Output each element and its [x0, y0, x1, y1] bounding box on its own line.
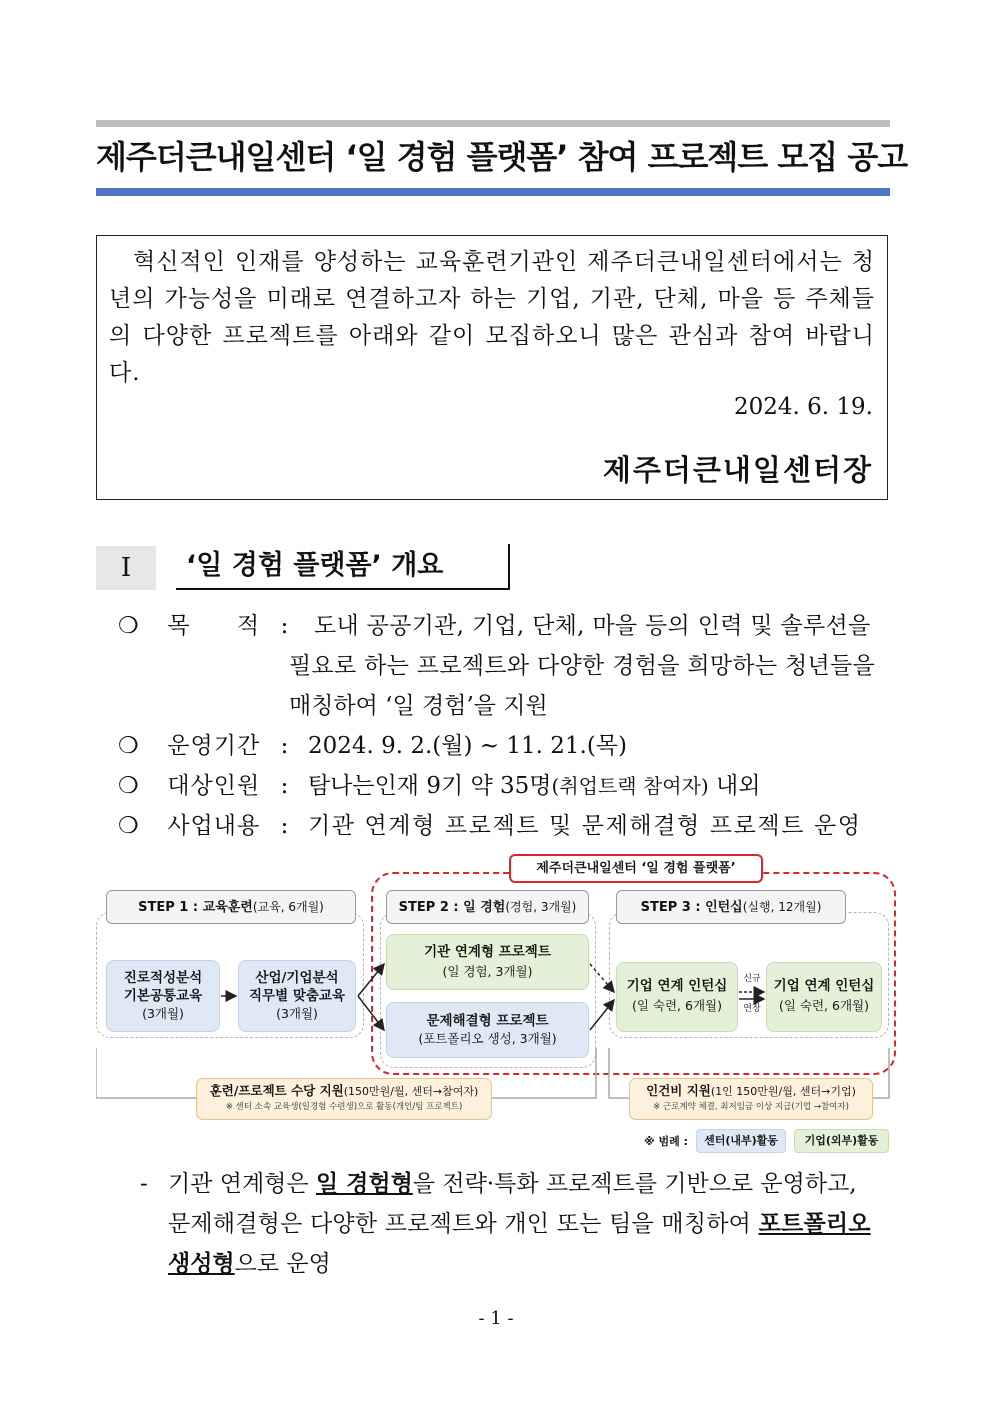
arrow-label-new: 신규 [743, 974, 761, 984]
notice-body: 혁신적인 인재를 양성하는 교육훈련기관인 제주더큰내일센터에서는 청년의 가능성을 미래로 연결하고자 하는 기업, 기관, 단체, 마을 등 주체들의 다양한 프로젝트를 아래와 같이 모집하오니 많은 관심과 참여 바랍니다. [109, 249, 875, 386]
desc-line1: - 기관 연계형은 일 경험형을 전략·특화 프로젝트를 기반으로 운영하고, [140, 1164, 857, 1204]
step1-head: STEP 1 : 교육훈련(교육, 6개월) [106, 890, 356, 924]
item-purpose-line2: 필요로 하는 프로젝트와 다양한 경험을 희망하는 청년들을 [289, 653, 876, 679]
legend-label: ※ 범례 : [644, 1135, 689, 1148]
platform-label: 제주더큰내일센터 ‘일 경험 플랫폼’ [509, 854, 763, 883]
arrow-label-extend: 연장 [743, 1004, 761, 1014]
title-top-rule [96, 120, 890, 127]
section-number: Ⅰ [96, 546, 156, 590]
arrow-to-institution [358, 964, 384, 996]
bullet-icon: ❍ [118, 733, 139, 759]
step3-box-intern-extend: 기업 연계 인턴십 (일 숙련, 6개월) [766, 962, 882, 1032]
item-purpose-line3: 매칭하여 ‘일 경험’을 지원 [289, 693, 548, 719]
emphasis-portfolio: 포트폴리오 [758, 1210, 871, 1237]
item-value: 도내 공공기관, 기업, 단체, 마을 등의 인력 및 솔루션을 [313, 613, 871, 639]
emphasis-work-experience: 일 경험형 [315, 1170, 413, 1197]
platform-diagram [96, 852, 896, 1157]
item-label: 목 적 [167, 613, 280, 639]
desc-line2: 문제해결형은 다양한 프로젝트와 개인 또는 팀을 매칭하여 포트폴리오 [168, 1210, 871, 1237]
item-label: 운영기간 [167, 733, 261, 759]
step2-head: STEP 2 : 일 경험(경험, 3개월) [386, 890, 589, 924]
title-bottom-rule [96, 188, 890, 196]
item-content [118, 806, 862, 846]
step3-head: STEP 3 : 인턴십(실행, 12개월) [616, 890, 846, 924]
item-purpose [118, 606, 871, 646]
notice-date: 2024. 6. 19. [734, 394, 873, 420]
item-target [118, 766, 760, 806]
item-sep: : [280, 813, 289, 839]
item-sep: : [280, 773, 289, 799]
step2-box-problem: 문제해결형 프로젝트 (포트폴리오 생성, 3개월) [386, 1002, 589, 1058]
item-value: 기관 연계형 프로젝트 및 문제해결형 프로젝트 운영 [307, 813, 862, 839]
item-value: 2024. 9. 2.(월) ~ 11. 21.(목) [307, 733, 627, 759]
item-value-note: (취업트랙 참여자) [551, 774, 709, 798]
item-value-suffix: 내외 [708, 773, 761, 799]
step1-box-industry: 산업/기업분석 직무별 맞춤교육 (3개월) [238, 960, 356, 1032]
arrow-to-problem [358, 996, 384, 1030]
item-label: 대상인원 [167, 773, 261, 799]
notice-signature: 제주더큰내일센터장 [602, 453, 873, 487]
legend-inner: 센터(내부)활동 [696, 1129, 786, 1153]
item-sep: : [280, 733, 289, 759]
item-period [118, 726, 627, 766]
notice-box [96, 235, 888, 500]
support-training: 훈련/프로젝트 수당 지원(150만원/월, 센터→참여자) ※ 센터 소속 교육생(일경험 수련생)으로 활동(개인/팀 프로젝트) [196, 1078, 492, 1120]
arrow-institution-intern [590, 964, 614, 992]
bullet-icon: ❍ [118, 613, 139, 639]
page-number: - 1 - [478, 1308, 514, 1329]
desc-line3: 생성형으로 운영 [168, 1250, 331, 1277]
bullet-icon: ❍ [118, 813, 139, 839]
step3-box-intern-new: 기업 연계 인턴십 (일 숙련, 6개월) [616, 962, 738, 1032]
item-sep: : [280, 613, 289, 639]
item-value: 탐나는인재 9기 약 35명 [307, 773, 552, 799]
item-label: 사업내용 [167, 813, 261, 839]
bullet-icon: ❍ [118, 773, 139, 799]
legend-outer: 기업(외부)활동 [794, 1129, 889, 1153]
section-title: ‘일 경험 플랫폼’ 개요 [176, 544, 510, 590]
emphasis-portfolio-cont: 생성형 [168, 1250, 235, 1277]
step2-box-institution: 기관 연계형 프로젝트 (일 경험, 3개월) [386, 934, 589, 990]
arrow-problem-intern [590, 1000, 614, 1030]
dash-marker: - [140, 1171, 148, 1197]
page-title: 제주더큰내일센터 ‘일 경험 플랫폼’ 참여 프로젝트 모집 공고 [96, 138, 908, 176]
step1-box-career: 진로적성분석 기본공통교육 (3개월) [106, 960, 220, 1032]
support-labor: 인건비 지원(1인 150만원/월, 센터→기업) ※ 근로계약 체결, 최저임금 이상 지급(기업 →참여자) [629, 1078, 873, 1120]
